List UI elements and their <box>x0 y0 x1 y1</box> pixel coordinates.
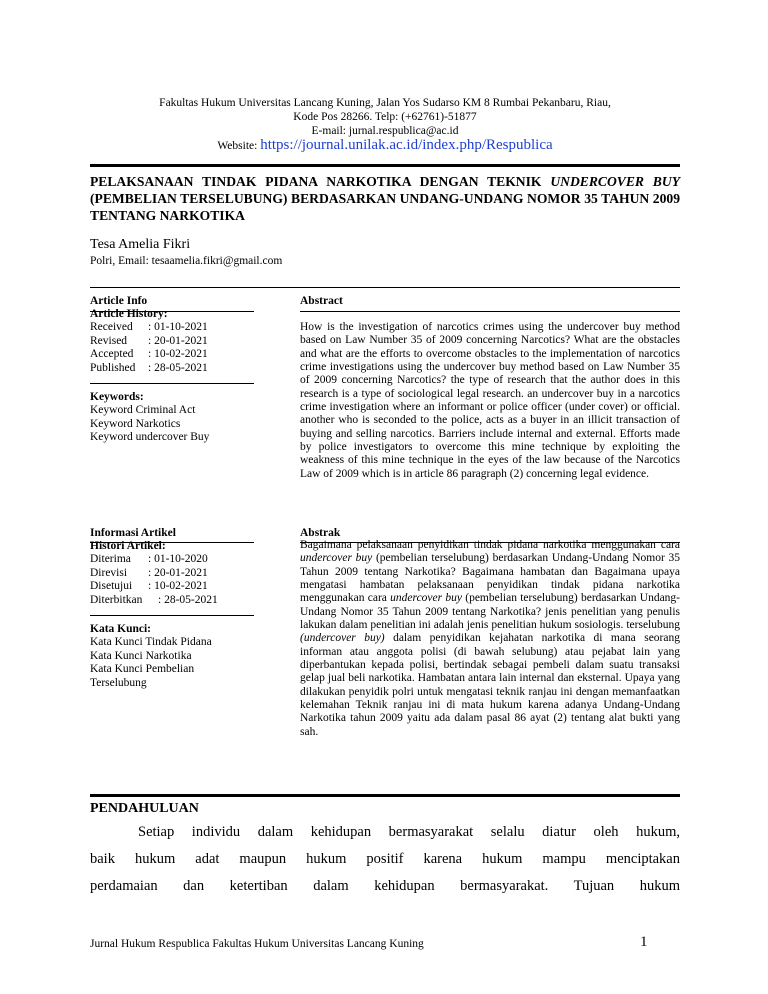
header-website-line <box>90 138 680 153</box>
history-bottom-rule <box>90 383 254 384</box>
history-row: Revised : 20-01-2021 <box>90 334 208 347</box>
article-title <box>90 173 680 224</box>
histori-row: Diterima : 01-10-2020 <box>90 553 208 566</box>
keyword-item: Keyword Narkotics <box>90 417 181 430</box>
keywords-heading: Keywords: <box>90 391 144 403</box>
histori-row: Diterbitkan : 28-05-2021 <box>90 593 218 606</box>
kata-kunci-block <box>90 623 250 690</box>
website-label: Website: <box>217 140 258 152</box>
kata-kunci-item: Kata Kunci Narkotika <box>90 649 192 662</box>
history-row: Published : 28-05-2021 <box>90 361 208 374</box>
abstrak-text: Bagaimana pelaksanaan penyidikan tindak pidana narkotika menggunakan cara undercover buy (pembelian terselubung) berdasarkan Undang-Undang Nomor 35 Tahun 2009 tentang Narkotika? Bagaimana hambatan dan Bagaimana upaya mengatasi hambatan pelaksanaan penyidikan tindak pidana narkotika menggunakan cara undercover buy (pembelian terselubung) berdasarkan Undang-Undang Nomor 35 Tahun 2009 tentang Narkotika? jenis penelitian yang penulis lakukan dalam penelitian ini adalah jenis penelitian hukum sosiologis. terselubung (undercover buy) dalam penyidikan kejahatan narkotika di mana seorang informan atau anggota polisi (di bawah selubung) atau pejabat lain yang diperbantukan kepada polisi, bertindak sebagai pembeli dalam suatu transaksi gelap jual beli narkotika. Hambatan antara lain internal dan eksternal. Upaya yang dilakukan penyidik polri untuk mengatasi teknik ranjau ini dengan memanfaatkan kelemahan Teknik ranjau ini di mata hukum karena adanya Undang-Undang Narkotika tahun 2009 yaitu ada dalam pasal 86 ayat (2) tentang alat bukti yang sah. <box>300 539 681 738</box>
author-name: Tesa Amelia Fikri <box>90 237 191 252</box>
keyword-item: Keyword undercover Buy <box>90 431 210 444</box>
journal-header <box>90 96 680 153</box>
kata-kunci-item: Kata Kunci Tindak Pidana <box>90 636 212 649</box>
header-divider <box>90 164 680 167</box>
abstract-heading-rule <box>300 311 680 312</box>
abstract-heading: Abstract <box>300 295 343 307</box>
website-link[interactable]: https://journal.unilak.ac.id/index.php/Respublica <box>260 137 553 153</box>
histori-heading: Histori Artikel: <box>90 540 166 552</box>
header-email-line: E-mail: jurnal.respublica@ac.id <box>311 125 459 137</box>
header-postal-line: Kode Pos 28266. Telp: (+62761)-51877 <box>293 111 477 123</box>
histori-row: Direvisi : 20-01-2021 <box>90 566 208 579</box>
section-divider <box>90 794 680 797</box>
body-line: perdamaian dan ketertiban dalam kehidupan bermasyarakat. Tujuan hukum <box>90 878 680 894</box>
section-heading: PENDAHULUAN <box>90 801 199 816</box>
footer-journal: Jurnal Hukum Respublica Fakultas Hukum Universitas Lancang Kuning <box>90 938 424 950</box>
article-info-heading: Article Info <box>90 295 148 307</box>
abstract-text: How is the investigation of narcotics crimes using the undercover buy method based on Law Number 35 of 2009 concerning Narcotics? What are the obstacles and what are the efforts to overcome obstacles to the implementation of narcotics crime investigations using the undercover buy method based on Law Number 35 of 2009 concerning Narcotics? the type of research that the author does in this research is a type of sociological legal research. an undercover buy in a narcotics crime investigation where an informant or police officer (under cover) or official. another who is seconded to the police, acts as a buyer in an illicit transaction of buying and selling narcotics. Barriers include internal and external. Efforts made by police investigators to overcome this mine technique by exploiting the weakness of this mine technique in the eyes of the law because of the Narcotics Law of 2009 which is in article 86 paragraph (2) concerning legal evidence. <box>300 321 680 480</box>
page-number: 1 <box>640 934 648 950</box>
info-box-top-rule <box>90 287 680 288</box>
history-row: Accepted : 10-02-2021 <box>90 348 208 361</box>
kata-kunci-item: Kata Kunci Pembelian Terselubung <box>90 663 195 689</box>
body-line: baik hukum adat maupun hukum positif karena hukum mampu menciptakan <box>90 851 680 867</box>
history-row: Received : 01-10-2021 <box>90 321 208 334</box>
kata-kunci-heading: Kata Kunci: <box>90 623 152 635</box>
abstrak-heading: Abstrak <box>300 527 341 539</box>
histori-artikel <box>90 540 260 607</box>
title-italic-term: UNDERCOVER BUY <box>550 174 680 189</box>
title-part1: PELAKSANAAN TINDAK PIDANA NARKOTIKA DENGAN TEKNIK <box>90 174 542 189</box>
header-address-line: Fakultas Hukum Universitas Lancang Kuning, Jalan Yos Sudarso KM 8 Rumbai Pekanbaru, Riau, <box>159 97 611 109</box>
title-part3: (PEMBELIAN TERSELUBUNG) BERDASARKAN UNDANG-UNDANG NOMOR 35 TAHUN 2009 TENTANG NARKOTIKA <box>90 191 680 223</box>
histori-row: Disetujui : 10-02-2021 <box>90 580 208 593</box>
article-history <box>90 308 260 375</box>
keywords-block <box>90 391 260 445</box>
history-heading: Article History: <box>90 308 168 320</box>
histori-bottom-rule <box>90 615 254 616</box>
informasi-artikel-heading: Informasi Artikel <box>90 527 176 539</box>
keyword-item: Keyword Criminal Act <box>90 404 196 417</box>
body-line: Setiap individu dalam kehidupan bermasyarakat selalu diatur oleh hukum, <box>138 824 680 840</box>
author-affiliation: Polri, Email: tesaamelia.fikri@gmail.com <box>90 255 283 267</box>
